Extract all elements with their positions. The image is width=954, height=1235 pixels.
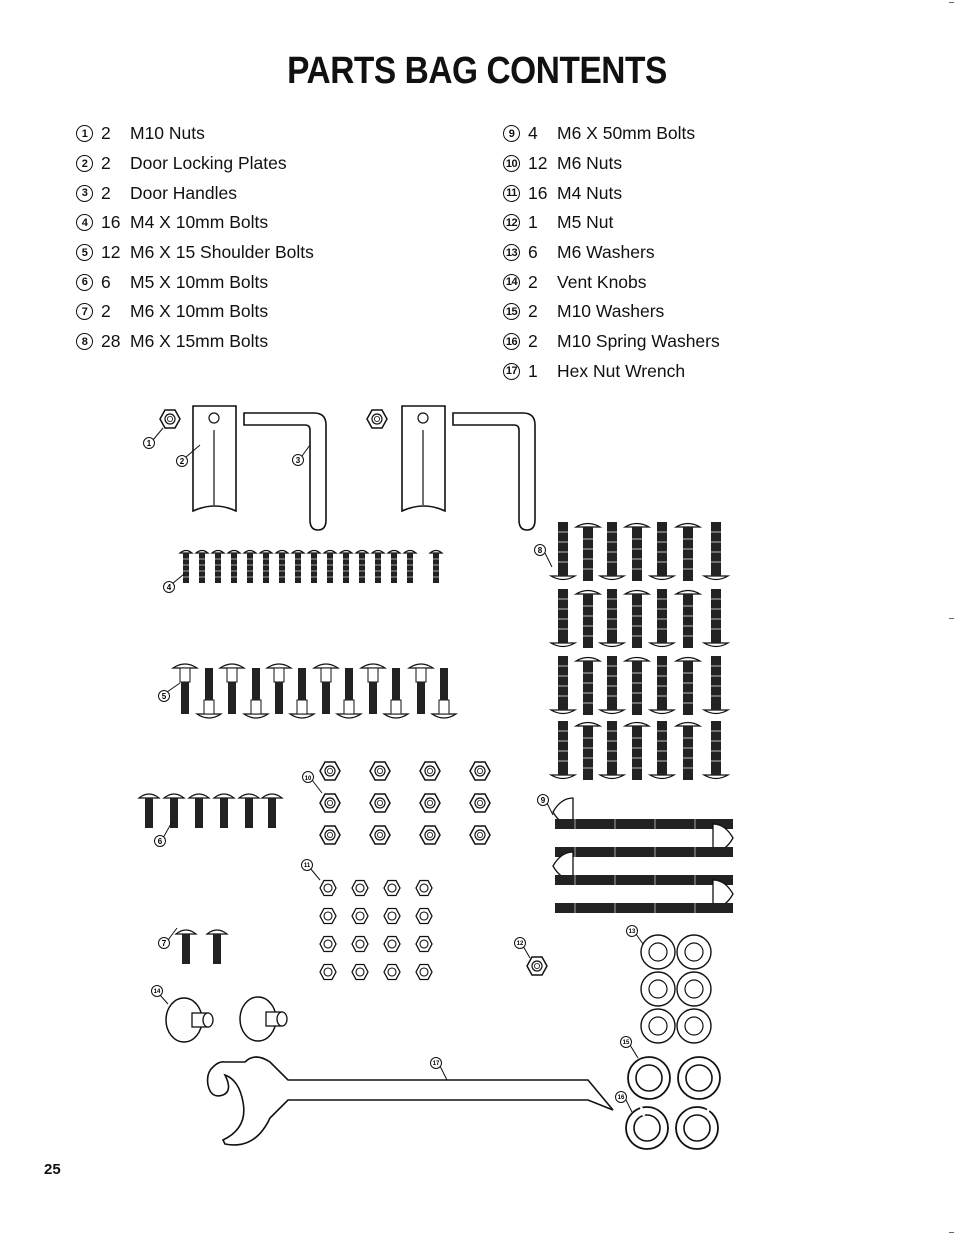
- page-title: PARTS BAG CONTENTS: [287, 50, 667, 92]
- vent-knobs-group: [166, 997, 287, 1042]
- item-description: M6 Washers: [557, 242, 655, 263]
- item-quantity: 4: [528, 123, 538, 144]
- item-number-badge: 5: [76, 244, 93, 261]
- item-quantity: 2: [101, 301, 111, 322]
- item-number-badge: 12: [503, 214, 520, 231]
- item-description: M4 Nuts: [557, 182, 623, 203]
- door-locking-plates: [160, 406, 535, 530]
- item-description: M6 Nuts: [557, 153, 623, 174]
- item-number-badge: 11: [503, 185, 520, 202]
- item-number-badge: 4: [76, 214, 93, 231]
- crop-mark: [949, 1232, 954, 1233]
- svg-text:15: 15: [622, 1040, 630, 1046]
- m10-washers-group: [628, 1057, 720, 1099]
- svg-text:3: 3: [295, 456, 301, 465]
- item-number-badge: 13: [503, 244, 520, 261]
- shoulder-bolts-group: [173, 664, 456, 718]
- item-quantity: 2: [528, 301, 538, 322]
- item-description: M5 Nut: [557, 212, 614, 233]
- m5-nut: [527, 957, 547, 975]
- item-quantity: 2: [101, 123, 111, 144]
- item-description: M5 X 10mm Bolts: [130, 271, 269, 292]
- svg-text:1: 1: [146, 439, 152, 448]
- item-number-badge: 6: [76, 274, 93, 291]
- crop-mark: [949, 2, 954, 3]
- crop-mark: [949, 618, 954, 619]
- item-quantity: 2: [528, 331, 538, 352]
- item-description: Hex Nut Wrench: [557, 360, 686, 381]
- callout-badge: [538, 795, 549, 806]
- svg-text:17: 17: [432, 1061, 440, 1067]
- item-number-badge: 16: [503, 333, 520, 350]
- item-quantity: 16: [528, 182, 548, 203]
- item-number-badge: 17: [503, 363, 520, 380]
- svg-text:16: 16: [617, 1095, 625, 1101]
- svg-text:2: 2: [179, 457, 185, 466]
- item-description: M6 X 10mm Bolts: [130, 301, 269, 322]
- svg-text:10: 10: [304, 776, 312, 782]
- item-quantity: 28: [101, 331, 121, 352]
- svg-text:12: 12: [516, 941, 524, 947]
- callout-badge: [159, 938, 170, 949]
- item-description: M6 X 50mm Bolts: [557, 123, 696, 144]
- m10-spring-washers-group: [626, 1107, 718, 1149]
- callout-badge: [535, 545, 546, 556]
- item-description: M10 Washers: [557, 301, 665, 322]
- callout-badge: [303, 772, 314, 783]
- m6x10-bolts-group: [176, 930, 227, 964]
- item-quantity: 2: [101, 153, 111, 174]
- item-quantity: 12: [101, 242, 121, 263]
- m6x50-bolts-group: [553, 798, 733, 913]
- callout-badge: [627, 926, 638, 937]
- m4-bolts-group: [180, 551, 442, 584]
- item-quantity: 12: [528, 153, 548, 174]
- item-description: Vent Knobs: [557, 271, 647, 292]
- item-quantity: 2: [101, 182, 111, 203]
- svg-text:11: 11: [303, 863, 311, 869]
- callout-badge: [144, 438, 155, 449]
- item-quantity: 2: [528, 271, 538, 292]
- item-number-badge: 3: [76, 185, 93, 202]
- page-number: 25: [44, 1161, 61, 1178]
- item-number-badge: 9: [503, 125, 520, 142]
- m4-nuts-group: [320, 881, 432, 980]
- item-quantity: 6: [528, 242, 538, 263]
- item-description: M10 Nuts: [130, 123, 205, 144]
- callout-badge: [616, 1092, 627, 1103]
- item-number-badge: 15: [503, 303, 520, 320]
- callout-badge: [621, 1037, 632, 1048]
- item-quantity: 1: [528, 212, 538, 233]
- svg-text:8: 8: [537, 546, 543, 555]
- svg-text:13: 13: [628, 929, 636, 935]
- item-description: Door Locking Plates: [130, 153, 287, 174]
- item-description: M6 X 15mm Bolts: [130, 331, 269, 352]
- svg-text:7: 7: [161, 939, 167, 948]
- item-number-badge: 8: [76, 333, 93, 350]
- item-number-badge: 1: [76, 125, 93, 142]
- item-quantity: 16: [101, 212, 121, 233]
- callout-badge: [293, 455, 304, 466]
- item-number-badge: 10: [503, 155, 520, 172]
- m6-nuts-group: [320, 762, 490, 844]
- item-number-badge: 7: [76, 303, 93, 320]
- item-description: Door Handles: [130, 182, 237, 203]
- svg-text:6: 6: [157, 837, 163, 846]
- item-description: M6 X 15 Shoulder Bolts: [130, 242, 314, 263]
- hex-nut-wrench: [208, 1057, 613, 1145]
- callout-badge: [159, 691, 170, 702]
- callout-badge: [302, 860, 313, 871]
- item-description: M4 X 10mm Bolts: [130, 212, 269, 233]
- callout-badge: [515, 938, 526, 949]
- callout-badge: [155, 836, 166, 847]
- item-description: M10 Spring Washers: [557, 331, 720, 352]
- item-number-badge: 14: [503, 274, 520, 291]
- callout-badge: [177, 456, 188, 467]
- item-quantity: 1: [528, 360, 538, 381]
- item-quantity: 6: [101, 271, 111, 292]
- svg-text:14: 14: [153, 989, 161, 995]
- m6-washers-group: [641, 935, 711, 1043]
- m5-bolts-group: [139, 794, 282, 828]
- item-number-badge: 2: [76, 155, 93, 172]
- svg-text:9: 9: [540, 796, 546, 805]
- svg-text:4: 4: [166, 583, 172, 592]
- callout-badge: [152, 986, 163, 997]
- m6x15-bolts-group: [551, 522, 728, 780]
- svg-text:5: 5: [161, 692, 167, 701]
- callout-badge: [431, 1058, 442, 1069]
- callout-badge: [164, 582, 175, 593]
